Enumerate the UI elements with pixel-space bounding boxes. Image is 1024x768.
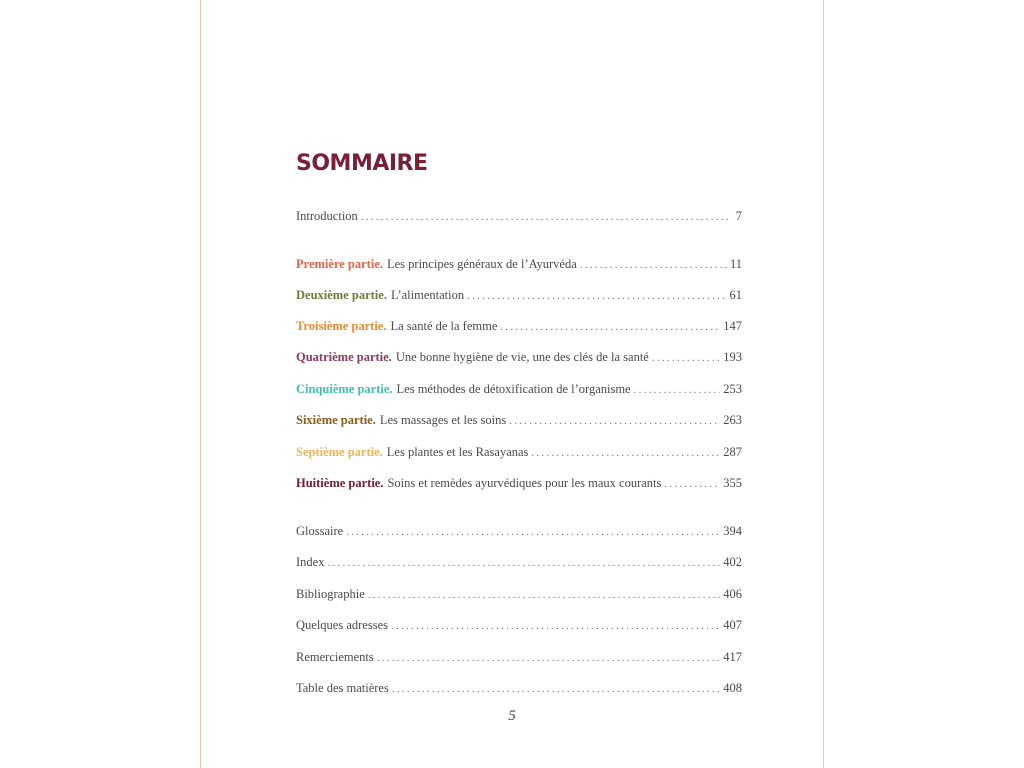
toc-page-number: 407: [723, 618, 742, 632]
dot-leader: [664, 475, 720, 493]
toc-page-number: 394: [723, 524, 742, 538]
dot-leader: [500, 318, 720, 336]
dot-leader: [580, 256, 727, 274]
page-title: SOMMAIRE: [296, 151, 428, 176]
toc-page-number: 61: [729, 288, 742, 302]
part-title: Les massages et les soins: [379, 413, 507, 427]
dot-leader: [327, 554, 720, 572]
toc-entry-label: Index: [296, 555, 325, 569]
toc-page-number: 355: [723, 476, 742, 490]
part-title: Les principes généraux de l’Ayurvéda: [387, 257, 577, 271]
toc-entry-part-7[interactable]: [296, 443, 742, 461]
toc-entry-part-5[interactable]: [296, 380, 742, 398]
dot-leader: [346, 523, 720, 541]
toc-entry-part-1[interactable]: [296, 255, 742, 273]
dot-leader: [368, 586, 721, 604]
part-label: Septième partie.: [296, 445, 383, 459]
part-label: Première partie.: [296, 257, 383, 271]
toc-entry-label: Glossaire: [296, 524, 344, 538]
dot-leader: [361, 208, 729, 226]
toc-page-number: 408: [723, 681, 742, 695]
toc-entry-index[interactable]: [296, 553, 742, 571]
toc-page-number: 193: [723, 350, 742, 364]
toc-entry-part-8[interactable]: [296, 474, 742, 492]
toc-entry-label: Remerciements: [296, 650, 374, 664]
part-title: Les méthodes de détoxification de l’organisme: [396, 382, 631, 396]
toc-entry-part-3[interactable]: [296, 317, 742, 335]
part-label: Huitième partie.: [296, 476, 384, 490]
toc-page-number: 147: [723, 319, 742, 333]
part-label: Troisième partie.: [296, 319, 387, 333]
part-title: Les plantes et les Rasayanas: [386, 445, 529, 459]
dot-leader: [392, 680, 720, 698]
toc-entry-label: Bibliographie: [296, 587, 365, 601]
toc-page-number: 7: [735, 209, 742, 223]
toc-entry-glossaire[interactable]: [296, 522, 742, 540]
toc-entry-remerciements[interactable]: [296, 648, 742, 666]
toc-entry-label: Introduction: [296, 209, 358, 223]
dot-leader: [652, 349, 720, 367]
dot-leader: [531, 444, 720, 462]
dot-leader: [467, 287, 726, 305]
toc-page-number: 263: [723, 413, 742, 427]
toc-entry-label: Table des matières: [296, 681, 389, 695]
part-title: La santé de la femme: [390, 319, 498, 333]
part-title: Soins et remèdes ayurvédiques pour les maux courants: [387, 476, 662, 490]
dot-leader: [634, 381, 721, 399]
toc-entry-table-des-matieres[interactable]: [296, 679, 742, 697]
toc-page-number: 287: [723, 445, 742, 459]
toc-entry-bibliographie[interactable]: [296, 585, 742, 603]
part-title: Une bonne hygiène de vie, une des clés de la santé: [395, 350, 649, 364]
toc-entry-part-2[interactable]: [296, 286, 742, 304]
toc-page-number: 11: [729, 257, 742, 271]
toc-entry-adresses[interactable]: [296, 616, 742, 634]
dot-leader: [391, 617, 720, 635]
toc-entry-label: Quelques adresses: [296, 618, 388, 632]
part-label: Deuxième partie.: [296, 288, 387, 302]
book-page: [200, 0, 824, 768]
part-label: Sixième partie.: [296, 413, 376, 427]
toc-page-number: 253: [723, 382, 742, 396]
dot-leader: [509, 412, 720, 430]
toc-entry-introduction[interactable]: [296, 207, 742, 225]
part-label: Quatrième partie.: [296, 350, 392, 364]
toc-page-number: 417: [723, 650, 742, 664]
part-label: Cinquième partie.: [296, 382, 393, 396]
toc-entry-part-4[interactable]: [296, 348, 742, 366]
dot-leader: [377, 649, 721, 667]
page-number: 5: [508, 708, 516, 724]
toc-page-number: 402: [723, 555, 742, 569]
toc-page-number: 406: [723, 587, 742, 601]
toc-entry-part-6[interactable]: [296, 411, 742, 429]
part-title: L’alimentation: [390, 288, 465, 302]
